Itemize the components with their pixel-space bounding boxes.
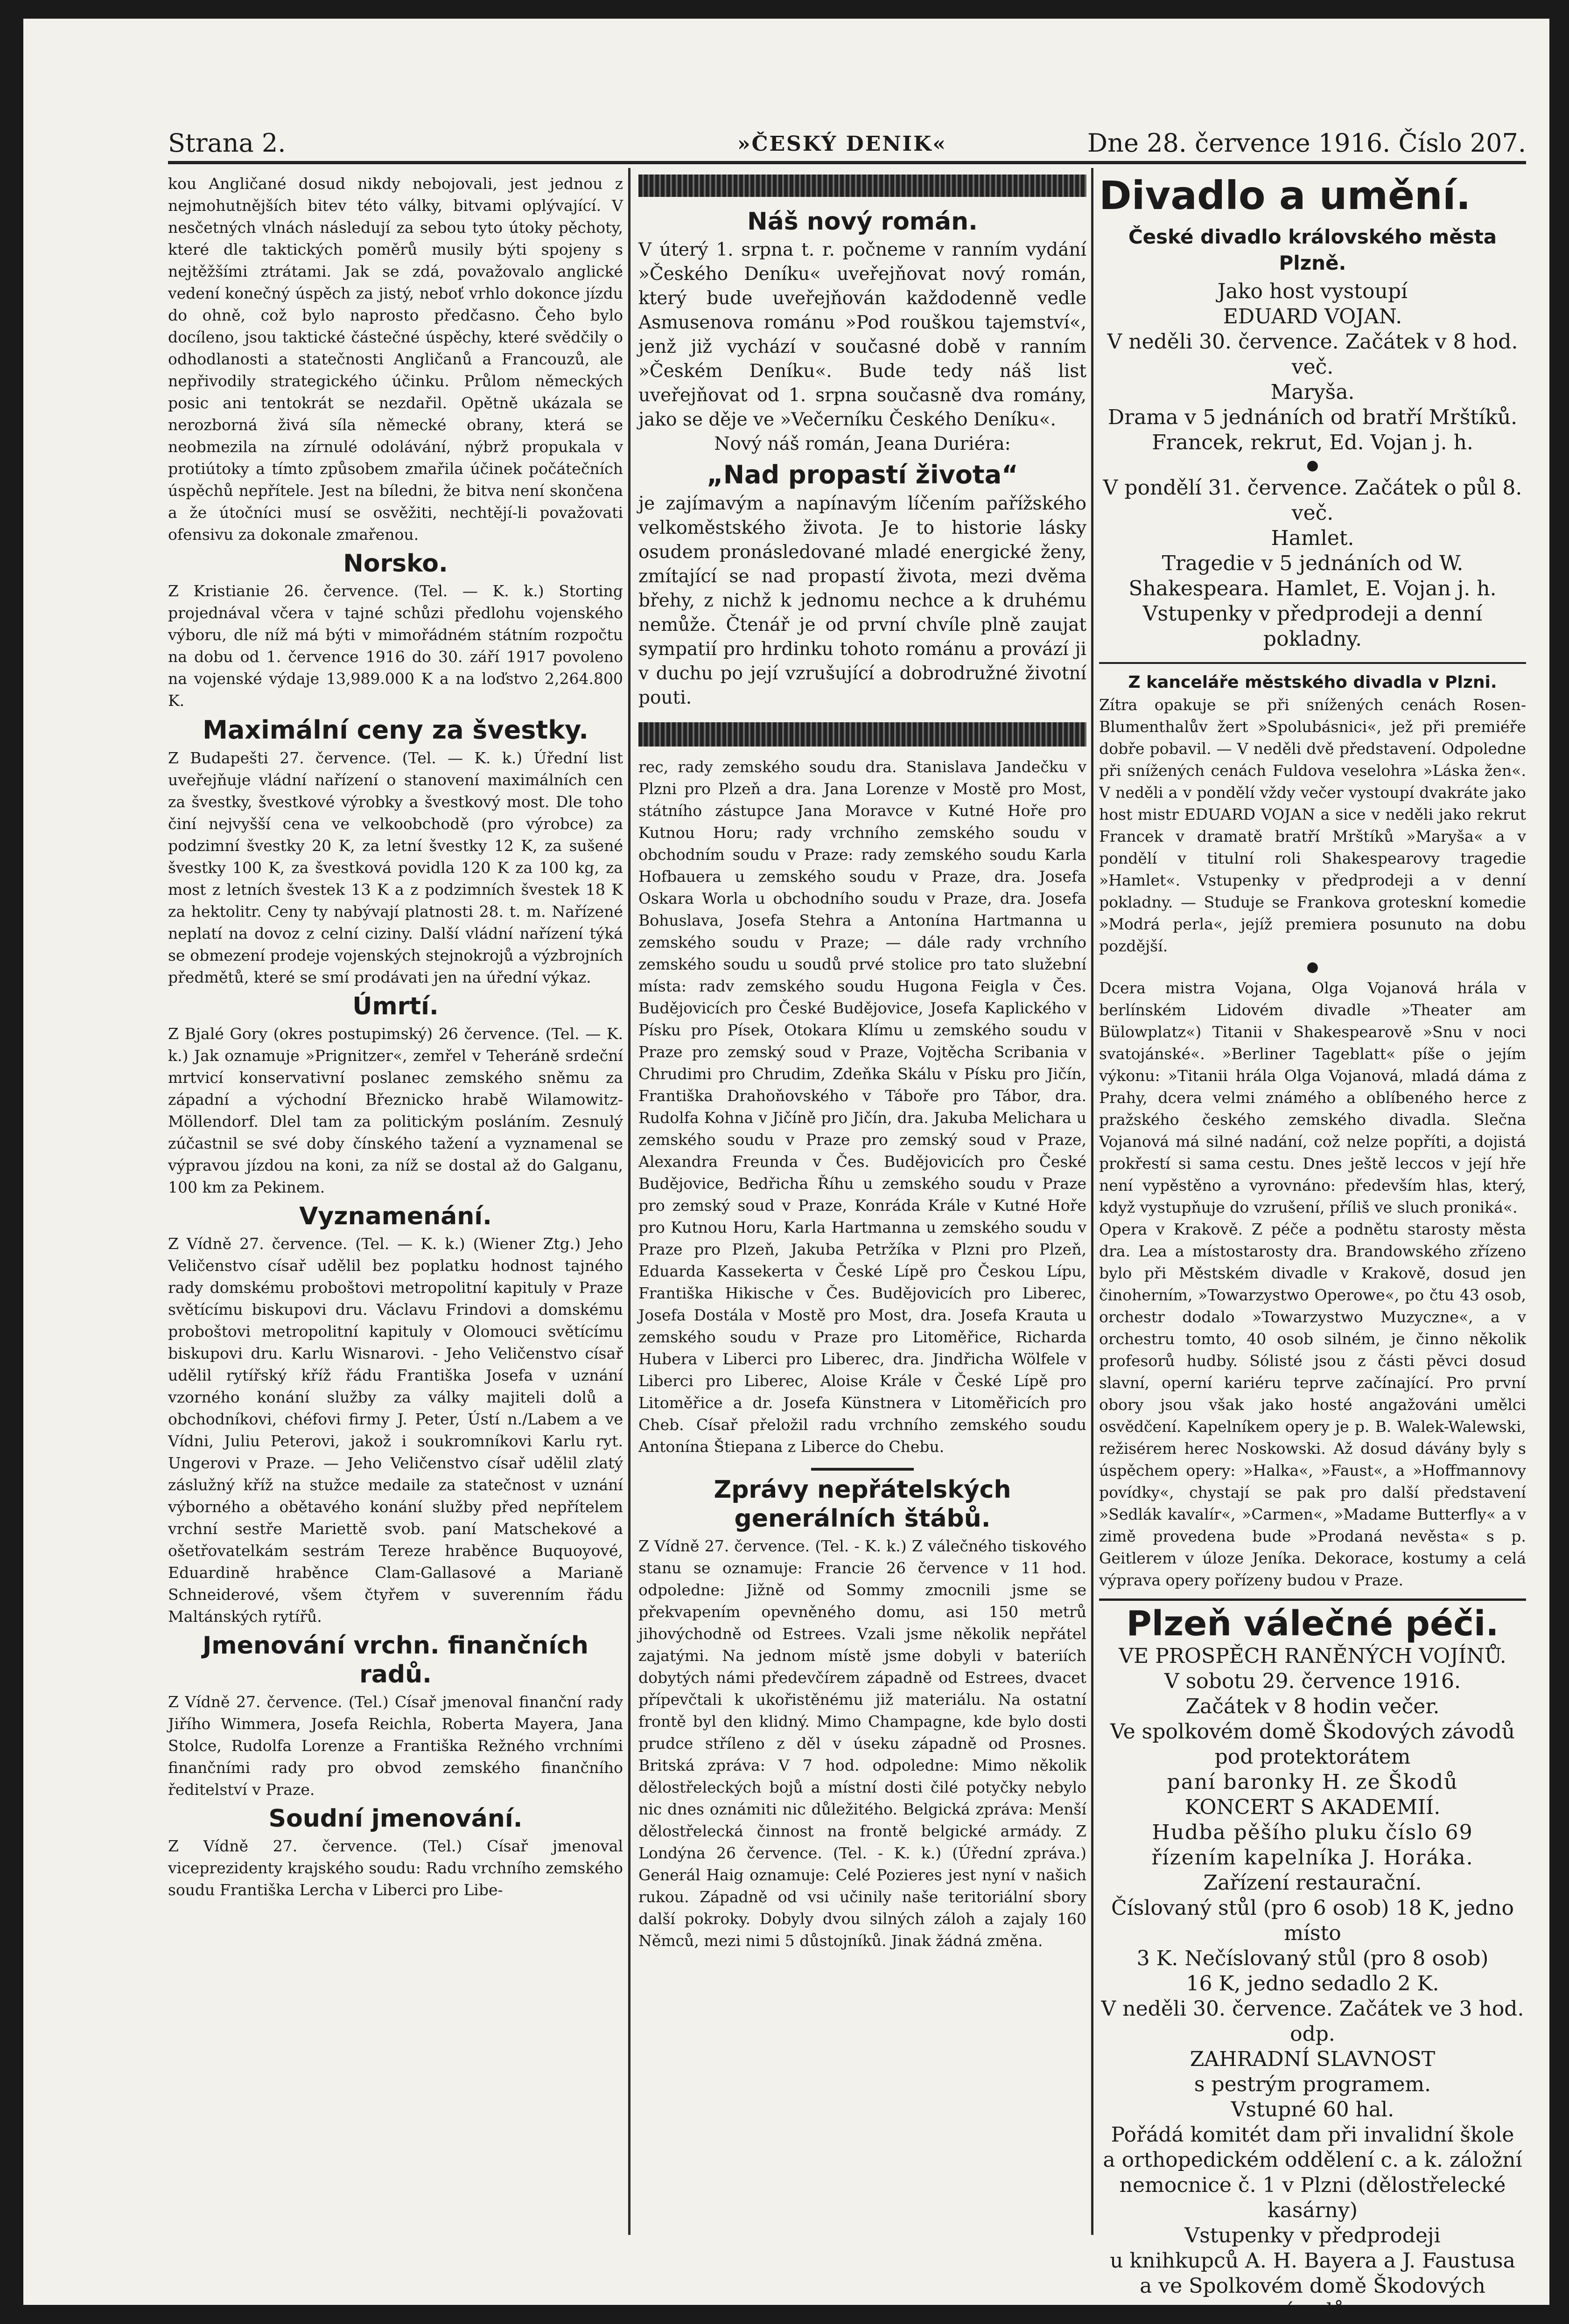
- headline-zpravy: Zprávy nepřátelských generálních štábů.: [714, 1476, 1011, 1533]
- play-hamlet: Hamlet.: [1271, 526, 1354, 550]
- headline-divadlo: Divadlo a umění.: [1099, 173, 1471, 218]
- article-ceny: Z Budapešti 27. července. (Tel. — K. k.) Úřední list uveřejňuje vládní nařízení o stanovení maximálních cen za švestky, švestkové výrobky a švestkový most. Dle toho činí nejvyšší cena ve velkoobchodě (pro výrobce) za podzimní švestky 20 K, za letní švestky 12 K, za sušené švestky 100 K, za švestková povidla 120 K za 100 kg, za most z letních švestek 13 K a z podzimních švestek 18 K za hektolitr. Ceny ty nabývají platnosti 28. t. m. Nařízené neplatí na dovoz z celní ciziny. Další vládní nařízení týká se obmezení prodeje vojenských stejnokrojů a výzbrojních předmětů, které se smí prodávati jen na úřední výkaz.: [168, 749, 623, 986]
- section-rule: [1099, 662, 1526, 664]
- event-start: Začátek v 8 hodin večer.: [1185, 1695, 1440, 1718]
- event-conductor: řízením kapelníka J. Horáka.: [1151, 1846, 1474, 1870]
- event-prices: Číslovaný stůl (pro 6 osob) 18 K, jedno místo: [1111, 1896, 1514, 1945]
- event-band: Hudba pěšího pluku číslo 69: [1152, 1821, 1473, 1844]
- separator-dot: ●: [1306, 457, 1319, 474]
- article-roman: je zajímavým a napínavým líčením pařížského velkoměstského života. Je to historie lásky osudem pronásledované mladé energické ženy, zmítající se nad propastí života, mezi dvěma břehy, z nichž k jednomu nechce a k druhému nemůže. Čtenář je od první chvíle plně zaujat sympatií pro hrdinku tohoto románu a provází ji v duchu po její vzrušující a dobrodružné životní pouti.: [638, 493, 1086, 708]
- column-divider: [628, 168, 630, 2235]
- guest-line: Jako host vystoupí: [1217, 279, 1408, 303]
- article-zpravy: Z Vídně 27. července. (Tel. - K. k.) Z válečného tiskového stanu se oznamuje: Francie 26 července v 11 hod. odpoledne: Jižně od Sommy zmocnili jsme se překvapením opevněného domu, asi 150 metrů jihovýchodně od Estrees. Vzali jsme několik nepřátel zajatými. Na jednom místě jsme dobyli v bateriích dobytých námi předevčírem západně od Estrees, dvacet přípevčtali k ukořistěnému již materiálu. Na ostatní frontě byl den klidný. Mimo Champagne, kde bylo dosti prudce stříleno z děl v úseku západně od Prosnes. Britská zpráva: V 7 hod. odpoledne: Mimo několik dělostřeleckých bojů a místní dosti čilé potyčky nebylo nic dnes oznámiti nic důležitého. Belgická zpráva: Menší dělostřelecká činnost na frontě belgické armády. Z Londýna 26 července. (Tel. - K. k.) (Úřední zpráva.) Generál Haig oznamuje: Celé Pozieres jest nyní v našich rukou. Západně od vsi učinily naše teritoriální sbory další pokroky. Dobyly dvou silných záloh a zajaly 160 Němců, mezi nimi 5 důstojníků. Jinak žádná změna.: [638, 1537, 1086, 1950]
- ornamental-bar: [638, 174, 1086, 197]
- headline-ceny: Maximální ceny za švestky.: [203, 715, 588, 745]
- performance-sunday: V neděli 30. července. Začátek v 8 hod. več.: [1107, 330, 1518, 379]
- event-program: s pestrým programem.: [1194, 2073, 1431, 2096]
- novel-author: Nový náš román, Jeana Duriéra:: [714, 433, 1011, 454]
- article-novy-roman: V úterý 1. srpna t. r. počneme v ranním vydání »Českého Deníku« uveřejňovat nový román, který bude uveřejňován každodenně vedle Asmusenova románu »Pod rouškou tajemství«, jenž již vychází v současné době v ranním »Českém Deníku«. Bude tedy náš list uveřejňovat od 1. srpna současně dva romány, jako se děje ve »Večerníku Českého Deníku«.: [638, 239, 1086, 430]
- newspaper-page: [23, 19, 1549, 2323]
- plzen-sub: VE PROSPĚCH RANĚNÝCH VOJÍNŮ.: [1119, 1644, 1506, 1668]
- header-rule: [168, 161, 1526, 164]
- section-rule: [1099, 1598, 1526, 1601]
- headline-vyznamenani: Vyznamenání.: [299, 1202, 492, 1230]
- article-jmenovani: Z Vídně 27. července. (Tel.) Císař jmenoval finanční rady Jiřího Wimmera, Josefa Reichla, Roberta Mayera, Jana Stolce, Rudolfa Lorenze a Františka Režného vrchními finančními rady pro obvod zemského finančního ředitelství v Praze.: [168, 1693, 623, 1799]
- event-tickets: Vstupenky v předprodeji: [1184, 2224, 1441, 2247]
- issue-date: Dne 28. července 1916. Číslo 207.: [1087, 128, 1526, 158]
- article-opera-krakov: Opera v Krakově. Z péče a podnětu starosty města dra. Lea a místostarosty dra. Brandowského zřízeno bylo při Městském divadle v Krakově, dosud jen činoherním, »Towarzystwo Operowe«, po čtu 43 osob, orchestr dodalo »Towarzystwo Muzyczne«, a v orchestru tomto, 40 osob silném, je činno několik profesorů hudby. Sólisté jsou z části pěvci dosud slavní, operní kariéru teprve začínající. Pro první obory jsou však jako hosté angažováni umělci osvědčení. Kapelníkem opery je p. B. Walek-Walewski, režisérem herec Noskowski. Až dosud dávány byly s úspěchem opery: »Halka«, »Faust«, a »Hoffmannovy povídky«, chystají se pak pro další představení »Sedlák kavalír«, »Carmen«, »Madame Butterfly« a v zimě provedena bude »Prodaná nevěsta« s p. Geitlerem v úloze Jeníka. Dekorace, kostumy a celá výprava opery pořízeny budou v Praze.: [1099, 1220, 1526, 1589]
- article-soudni: Z Vídně 27. července. (Tel.) Císař jmenoval viceprezidenty krajského soudu: Radu vrchního zemského soudu Františka Lercha v Liberci pro Libe-: [168, 1837, 623, 1899]
- event-organizer: a orthopedickém oddělení c. a k. záložní: [1103, 2148, 1522, 2172]
- section-rule: [811, 1468, 914, 1471]
- event-place: Ve spolkovém domě Škodových závodů: [1110, 1720, 1515, 1744]
- separator-dot: ●: [1306, 959, 1319, 975]
- event-organizer: nemocnice č. 1 v Plzni (dělostřelecké kasárny): [1119, 2173, 1506, 2222]
- event-entry: Vstupné 60 hal.: [1231, 2098, 1394, 2122]
- headline-plzen: Plzeň válečné péči.: [1126, 1604, 1499, 1644]
- headline-norsko: Norsko.: [343, 550, 448, 578]
- article-norsko: Z Kristianie 26. července. (Tel. — K. k.) Storting projednával včera v tajné schůzi předlohu vojenského výboru, dle níž má býti v mimořádném státním rozpočtu na dobu od 1. července 1916 do 30. září 1917 povoleno na vojenské výdaje 13,989.000 K a na loďstvo 2,264.800 K.: [168, 582, 623, 710]
- event-tickets: a ve Spolkovém domě Škodových závodů.: [1140, 2274, 1485, 2323]
- article-umrti: Z Bjalé Gory (okres postupimský) 26 července. (Tel. — K. k.) Jak oznamuje »Prignitzer«, zemřel v Teheráně srdeční mrtvicí konservativní poslanec zemského sněmu za západní a východní Březnicko hrabě Wilamowitz-Möllendorf. Dlel tam za politickým posláním. Zesnulý zúčastnil se své doby čínského tažení a vyznamenal se výpravou jízdou na koni, za níž se dostal až do Galganu, 100 km za Pekinem.: [168, 1025, 623, 1196]
- headline-novy-roman: Náš nový román.: [747, 208, 978, 236]
- event-sunday: V neděli 30. července. Začátek ve 3 hod. odp.: [1101, 1997, 1524, 2046]
- headline-jmenovani: Jmenování vrchn. finančních radů.: [203, 1632, 588, 1689]
- tickets-info: Vstupenky v předprodeji a denní pokladny.: [1142, 602, 1483, 651]
- event-date: V sobotu 29. července 1916.: [1164, 1669, 1461, 1693]
- headline-umrti: Úmrtí.: [352, 992, 439, 1020]
- event-patron: paní baronky H. ze Škodů: [1167, 1770, 1458, 1794]
- performance-monday: V pondělí 31. července. Začátek o půl 8. več.: [1103, 476, 1522, 525]
- article-soudni-continued: rec, rady zemského soudu dra. Stanislava Jandečku v Plzni pro Plzeň a dra. Jana Lorenze v Mostě pro Most, státního zástupce Jana Moravce v Kutné Hoře pro Kutnou Horu; rady vrchního zemského soudu v obchodním soudu v Praze: rady zemského soudu Karla Hofbauera u zemského soudu v Praze, dra. Josefa Oskara Worla u obchodního soudu v Praze, dra. Josefa Bohuslava, Josefa Stehra a Antonína Hartmanna u zemského soudu v Praze; — dále rady vrchního zemského soudu u soudů prvé stolice pro tato služební místa: radv zemského soudu Hugona Feigla v Čes. Budějovicích pro České Budějovice, Josefa Kaplického v Písku pro Písek, Otokara Klímu u zemského soudu v Praze pro zemský soud v Praze, Vojtěcha Scribania v Chrudimi pro Chrudim, Zdeňka Skálu v Písku pro Jičín, Františka Drahoňovského v Táboře pro Tábor, dra. Rudolfa Kohna v Jičíně pro Jičín, dra. Jakuba Melichara u zemského soudu v Praze pro zemský soud v Praze, Alexandra Freunda v Čes. Budějovicích pro České Budějovice, Bedřicha Říhu u zemského soudu v Praze pro zemský soud v Praze, Konráda Krále v Kutné Hoře pro Kutnou Horu, Karla Hartmanna u zemského soudu v Praze pro Plzeň, Jakuba Petržíka v Plzni pro Plzeň, Eduarda Kassekerta v České Lípě pro Českou Lípu, Františka Hikische v Čes. Budějovicích pro Liberec, Josefa Dostála v Mostě pro Most, dra. Josefa Krauta u zemského soudu v Praze pro Litoměřice, Richarda Hubera v Liberci pro Liberec, dra. Jindřicha Wölfele v Liberci pro Liberec, Aloise Krále v České Lípě pro Litoměřice a dr. Josefa Künstnera v Litoměřicích pro Cheb. Císař přeložil radu vrchního zemského soudu Antonína Štiepana z Liberce do Chebu.: [638, 758, 1086, 1456]
- event-organizer: Pořádá komitét dam při invalidní škole: [1111, 2123, 1514, 2147]
- play-marysa: Maryša.: [1270, 380, 1355, 404]
- event-patronage: pod protektorátem: [1214, 1745, 1411, 1769]
- article-vojanova: Dcera mistra Vojana, Olga Vojanová hrála v berlínském Lidovém divadle »Theater am Bülowplatz«) Titanii v Shakespearově »Snu v noci svatojánské«. »Berliner Tageblatt« píše o jejím výkonu: »Titanii hrála Olga Vojanová, mladá dáma z Prahy, dcera velmi známého a oblíbeného herce z pražského českého zemského divadla. Slečna Vojanová má silné nadání, což nelze popříti, a dojistá prokřestí si sama cestu. Dnes ještě leccos v její hře není vypěstěno a vyrovnáno: především hlas, který, když vystupňuje do vzrušení, příliš ve sluch proniká«.: [1099, 979, 1526, 1216]
- play-hamlet-desc: Tragedie v 5 jednáních od W. Shakespeara. Hamlet, E. Vojan j. h.: [1128, 551, 1497, 600]
- event-restaurant: Zařízení restaurační.: [1203, 1871, 1422, 1895]
- page-number: Strana 2.: [168, 128, 286, 158]
- column-left: [168, 173, 623, 2235]
- masthead: »ČESKÝ DENIK«: [737, 132, 947, 156]
- ornamental-bar: [638, 722, 1086, 747]
- event-concert: KONCERT S AKADEMIÍ.: [1184, 1795, 1441, 1819]
- guest-name: EDUARD VOJAN.: [1223, 305, 1402, 328]
- article-vyznamenani: Z Vídně 27. července. (Tel. — K. k.) (Wiener Ztg.) Jeho Veličenstvo císař udělil bez poplatku hodnost tajného rady domskému proboštovi metropolitní kapituly v Praze světícímu biskupovi dru. Václavu Frindovi a domskému proboštovi metropolitní kapituly v Olomouci světícímu biskupovi dru. Karlu Wisnarovi. - Jeho Veličenstvo císař udělil rytířský kříž řádu Františka Josefa v uznání vzorného konání služby za války majiteli dolů a obchodníkovi, chéfovi firmy J. Peter, Ústí n./Labem a ve Vídni, Juliu Peterovi, jakož i soukromníkovi Karlu ryt. Ungerovi v Praze. — Jeho Veličenstvo císař udělil zlatý záslužný kříž na stužce medaile za statečnost v uznání výborného a obětavého konání služby před nepřítelem vrchní sestře Mariettě svob. paní Matschekové a ošetřovatelkám sestrám Tereze hraběnce Buquoyové, Eduardině hraběnce Clam-Gallasové a Marianě Schneiderové, všem čtyřem v suverenním řádu Maltánských rytířů.: [168, 1235, 623, 1626]
- article-continued: kou Angličané dosud nikdy nebojovali, jest jednou z nejmohutnějších bitev této války, bitvami oplývající. V nesčetných vlnách následují za sebou tyto útoky pěchoty, které dle taktických poměrů musily býti spojeny s nejtěžšími ztrátami. Jak se zdá, považovalo anglické vedení konečný úspěch za jistý, neboť vrhlo dokonce jízdu do ohně, což bylo naprosto předčasno. Čeho bylo docíleno, jsou taktické částečné úspěchy, které svědčily o odhodlanosti a statečnosti Angličanů a Francouzů, ale nepřivodily strategického účinku. Průlom německých posic ani tentokrát se nezdařil. Opětně ukázala se nerozborná živá síla německé obrany, která se neobmezila na zírnulé odolávání, nýbrž propukala v protiútoky a tímto způsobem zmařila účinek počátečních úspěchů nepřítele. Jest na bíledni, že bitva není skončena a že útočníci musí se osvěžiti, nechtějí-li považovati ofensivu za dokonale zmařenou.: [168, 174, 623, 544]
- page-header: [168, 128, 1526, 166]
- column-right: [1099, 173, 1526, 2323]
- column-divider: [1091, 168, 1093, 2235]
- event-garden: ZAHRADNÍ SLAVNOST: [1190, 2047, 1436, 2071]
- headline-roman-title: „Nad propastí života“: [707, 460, 1018, 489]
- theatre-name: České divadlo královského města Plzně.: [1128, 225, 1497, 274]
- play-marysa-desc: Drama v 5 jednáních od bratří Mrštíků. Francek, rekrut, Ed. Vojan j. h.: [1107, 405, 1518, 454]
- headline-kancelar: Z kanceláře městského divadla v Plzni.: [1128, 673, 1497, 692]
- headline-soudni: Soudní jmenování.: [268, 1805, 523, 1833]
- event-prices: 16 K, jedno sedadlo 2 K.: [1186, 1972, 1439, 1996]
- event-prices: 3 K. Nečíslovaný stůl (pro 8 osob): [1136, 1947, 1489, 1970]
- article-kancelar: Zítra opakuje se při snížených cenách Rosen-Blumenthalův žert »Spolubásnici«, jež při premiéře dobře pobavil. — V neděli dvě představení. Odpoledne při snížených cenách Fuldova veselohra »Láska žen«. V neděli a v pondělí vždy večer vystoupí dvakráte jako host mistr EDUARD VOJAN a sice v neděli jako rekrut Francek v dramatě bratří Mrštíků »Maryša« a v pondělí v titulní roli Shakespearovy tragedie »Hamlet«. Vstupenky v předprodeji a v denní pokladny. — Studuje se Frankova groteskní komedie »Modrá perla«, jejíž premiera posunuto na dobu pozdější.: [1099, 696, 1526, 955]
- event-tickets: u knihkupců A. H. Bayera a J. Faustusa: [1110, 2249, 1515, 2273]
- column-middle: [638, 173, 1086, 2235]
